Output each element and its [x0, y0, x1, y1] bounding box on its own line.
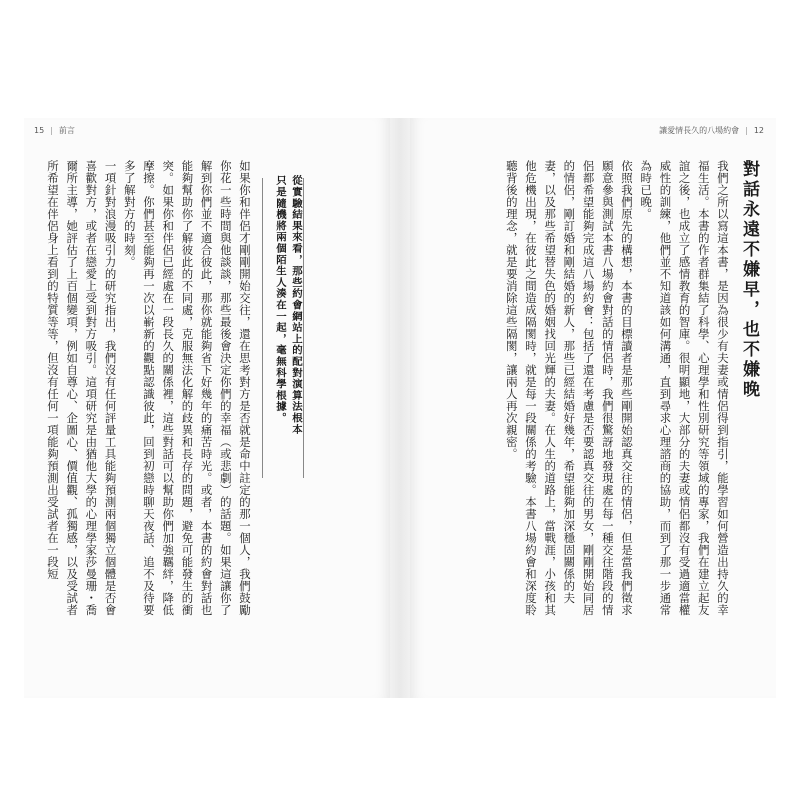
- paragraph: 依照我們原先的構想，本書的目標讀者是那些剛開始認真交往的情侶，但是當我們徵求願意參與測試本書八場約會對話的情侶時，我們很驚訝地發現處在每一種交往階段的情侶都希望能夠完成這八場約會：包括了還在考慮是否要認真交往的男女，剛剛開始同居的情侶，剛訂婚和剛結婚的新人，那些已經結婚好幾年，希望能夠加深穩固關係的夫妻，以及那些希望替失色的婚姻找回光輝的夫妻。在人生的道路上，當戰涯，小孩和其他危機出現，在彼此之間造成隔閡時，就是每一段關係的考驗。本書八場約會和深度聆聽背後的理念，就是要消除這些隔閡，讓兩人再次親密。: [504, 160, 634, 616]
- left-page-number: 15: [34, 126, 45, 135]
- header-separator: |: [50, 126, 53, 135]
- right-page-number: 12: [753, 126, 764, 135]
- paragraph: 如果你和伴侶才剛剛開始交往，還在思考對方是否就是命中註定的那一個人，我們鼓勵你花一些時間與他談談，那些最後會決定你們的幸福（或悲劇）的話題。如果這讓你了解到你們並不適合彼此，那你就能夠省下好幾年的痛苦時光。或者，本書的約會對話也能夠幫助你了解彼此的不同處，克服無法化解的歧異和長存的問題，避免可能發生的衝突。如果你和伴侶已經處在一段長久的關係裡，這些對話可以幫助你們加強羈絆，降低摩擦。你們甚至能夠再一次以嶄新的觀點認識彼此，回到初戀時聊天夜話、追不及待要多了解對方的時刻。: [122, 160, 252, 616]
- book-gutter: [390, 118, 410, 698]
- left-page-header: [34, 125, 75, 136]
- left-page-section: 前言: [58, 126, 75, 135]
- paragraph: 一項針對浪漫吸引力的研究指出，我們沒有任何評量工具能夠預測兩個獨立個體是否會喜歡對方，或者在戀愛上受到對方吸引。這項研究是由猶他大學的心理學家莎曼珊・喬爾所主導，她評估了上百個變項，例如自尊心、企圖心、價值觀、孤獨感，以及受試者所希望在伴侶身上看到的特質等等，但沒有任何一項能夠預測出受試者在一段短: [45, 160, 118, 616]
- right-page-running-title: 讓愛情長久的八場約會: [659, 126, 740, 135]
- right-page-header: [659, 125, 764, 136]
- header-separator: |: [745, 126, 748, 135]
- right-page-body: [478, 160, 732, 620]
- pull-quote: 從實驗結果來看，那些約會網站上的配對演算法根本 只是隨機將兩個陌生人湊在一起，毫無科學根據。: [274, 175, 302, 435]
- quote-rule-left: [262, 178, 263, 478]
- paragraph: 我們之所以寫這本書，是因為很少有夫妻或情侶得到指引，能學習如何營造出持久的幸福生活。本書的作者群集結了科學、心理學和性別研究等領域的專家，我們在建立起友誼之後，也成立了感情教育的智庫。很明顯地，大部分的夫妻或情侶都沒有受過適當權威性的訓練，他們並不知道該如何溝通，直到尋求心理諮商的協助，而到了那一步通常為時已晚。: [639, 160, 730, 616]
- chapter-title: 對話永遠不嫌早，也不嫌晚: [739, 160, 759, 400]
- left-page-body: [36, 160, 254, 620]
